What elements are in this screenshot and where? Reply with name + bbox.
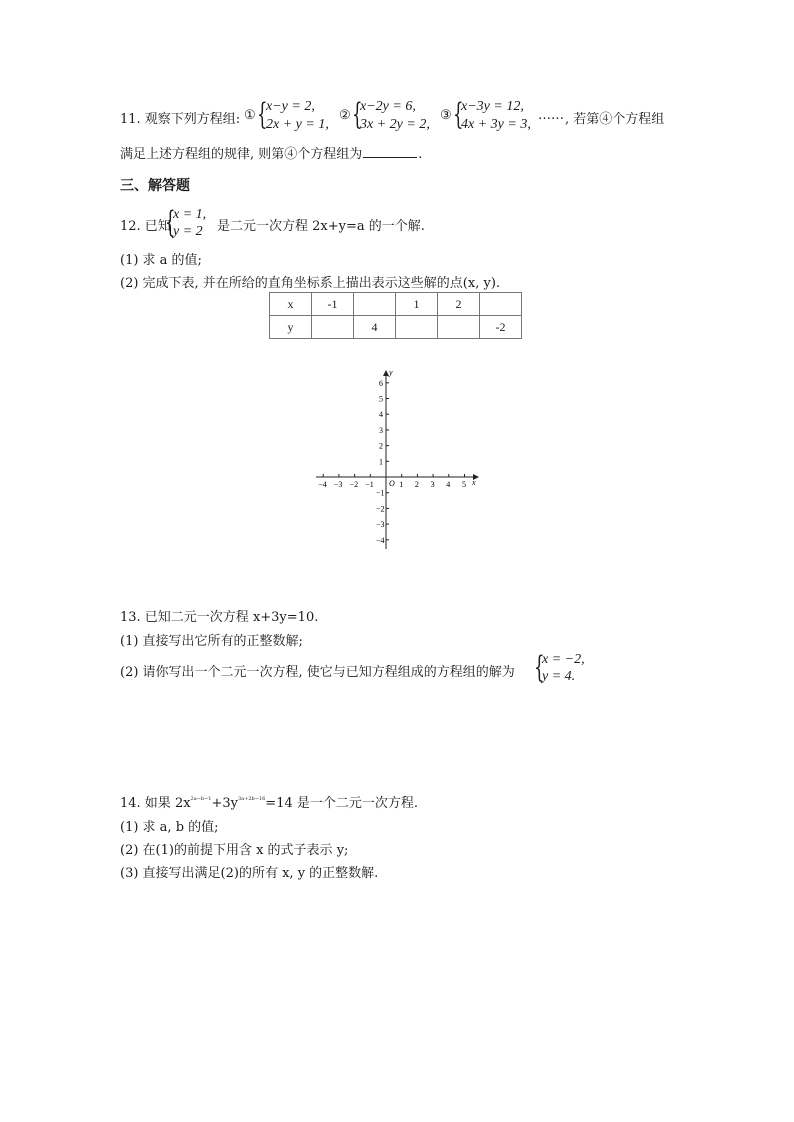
- q11-sys3-eq2: 4x + 3y = 3,: [461, 117, 531, 132]
- y-tick-label: −4: [376, 535, 385, 545]
- table-cell: y: [270, 316, 312, 339]
- xy-table: [269, 292, 522, 339]
- x-tick-label: 1: [399, 480, 404, 489]
- y-tick-label: 5: [379, 394, 383, 404]
- table-cell: x: [270, 293, 312, 316]
- q12-sys-eq1: x = 1,: [173, 207, 207, 222]
- q13-line1: 13. 已知二元一次方程 x+3y=10.: [120, 610, 319, 625]
- x-tick-label: 3: [430, 480, 435, 489]
- y-tick-label: −3: [376, 520, 385, 530]
- table-cell: 1: [396, 293, 438, 316]
- q13-brace: {: [534, 650, 545, 685]
- q14-line1: [120, 792, 418, 811]
- q14-mid: +3y: [211, 796, 238, 811]
- q14-part2: (2) 在(1)的前提下用含 x 的式子表示 y;: [120, 843, 349, 858]
- x-tick-label: −3: [333, 480, 343, 489]
- x-tick-label: 2: [414, 480, 419, 489]
- q11-sys2-eq2: 3x + 2y = 2,: [360, 117, 430, 132]
- x-tick-label: −4: [318, 480, 327, 489]
- q11-sys1-eq2: 2x + y = 1,: [266, 117, 329, 132]
- q11-line2: [120, 143, 422, 162]
- q11-circle-1: ①: [244, 108, 256, 123]
- q12-sys-eq2: y = 2: [173, 224, 203, 239]
- table-row: [270, 316, 522, 339]
- q11-ellipsis: ……: [538, 108, 564, 123]
- q14-prefix: 14. 如果 2x: [120, 796, 191, 811]
- x-tick-label: −2: [349, 480, 359, 489]
- q14-part1: (1) 求 a, b 的值;: [120, 820, 219, 835]
- q11-sys2-eq1: x−2y = 6,: [360, 99, 416, 114]
- q14-suffix: =14 是一个二元一次方程.: [265, 796, 418, 811]
- q11-circle-2: ②: [339, 108, 351, 123]
- table-row: [270, 293, 522, 316]
- table-cell: -1: [312, 293, 354, 316]
- q13-part1: (1) 直接写出它所有的正整数解;: [120, 634, 303, 649]
- x-tick-label: −1: [365, 480, 374, 489]
- x-tick-label: 5: [462, 480, 466, 489]
- q11-prefix: 11. 观察下列方程组:: [120, 112, 241, 127]
- x-axis-label: x: [472, 478, 476, 487]
- y-tick-label: −2: [376, 504, 385, 514]
- coordinate-plane: [310, 365, 485, 555]
- q14-exponent-2: 3a+2b−16: [238, 796, 266, 802]
- y-tick-label: 6: [379, 378, 383, 388]
- q12-brace: {: [165, 205, 176, 240]
- table-cell: [354, 293, 396, 316]
- x-tick-label: 4: [446, 480, 451, 489]
- table-cell: 4: [354, 316, 396, 339]
- table-cell: [312, 316, 354, 339]
- table-cell: [396, 316, 438, 339]
- origin-label: O: [389, 479, 395, 488]
- y-tick-label: 2: [379, 441, 383, 451]
- table-cell: [480, 293, 522, 316]
- q12-part1: (1) 求 a 的值;: [120, 253, 202, 268]
- y-tick-marks: [376, 379, 389, 545]
- q11-line2-text: 满足上述方程组的规律, 则第④个方程组为: [120, 147, 363, 162]
- q14-exponent-1: 2a−b−1: [190, 796, 212, 802]
- q11-circle-3: ③: [440, 108, 452, 123]
- y-axis-label: y: [389, 368, 393, 377]
- q11-suffix: , 若第④个方程组: [565, 112, 665, 127]
- q11-brace-2: {: [352, 97, 363, 132]
- section-title: 三、解答题: [120, 178, 190, 194]
- answer-blank: [363, 145, 417, 158]
- q11-brace-1: {: [257, 97, 268, 132]
- q12-suffix: 是二元一次方程 2x+y=a 的一个解.: [217, 219, 425, 234]
- y-tick-label: 3: [379, 425, 383, 435]
- q13-sys-eq2: y = 4.: [542, 669, 576, 684]
- q11-line2-end: .: [418, 147, 423, 162]
- q11-sys1-eq1: x−y = 2,: [266, 99, 315, 114]
- q13-part2: (2) 请你写出一个二元一次方程, 使它与已知方程组成的方程组的解为: [120, 665, 515, 680]
- q11-brace-3: {: [453, 97, 464, 132]
- y-tick-label: 4: [379, 410, 383, 420]
- table-cell: 2: [438, 293, 480, 316]
- q11-sys3-eq1: x−3y = 12,: [461, 99, 524, 114]
- q14-part3: (3) 直接写出满足(2)的所有 x, y 的正整数解.: [120, 866, 379, 881]
- y-tick-label: −1: [376, 488, 385, 498]
- y-tick-label: 1: [379, 457, 383, 467]
- q12-part2: (2) 完成下表, 并在所给的直角坐标系上描出表示这些解的点(x, y).: [120, 276, 501, 291]
- q12-prefix: 12. 已知: [120, 219, 171, 234]
- table-cell: [438, 316, 480, 339]
- q13-sys-eq1: x = −2,: [542, 652, 585, 667]
- table-cell: -2: [480, 316, 522, 339]
